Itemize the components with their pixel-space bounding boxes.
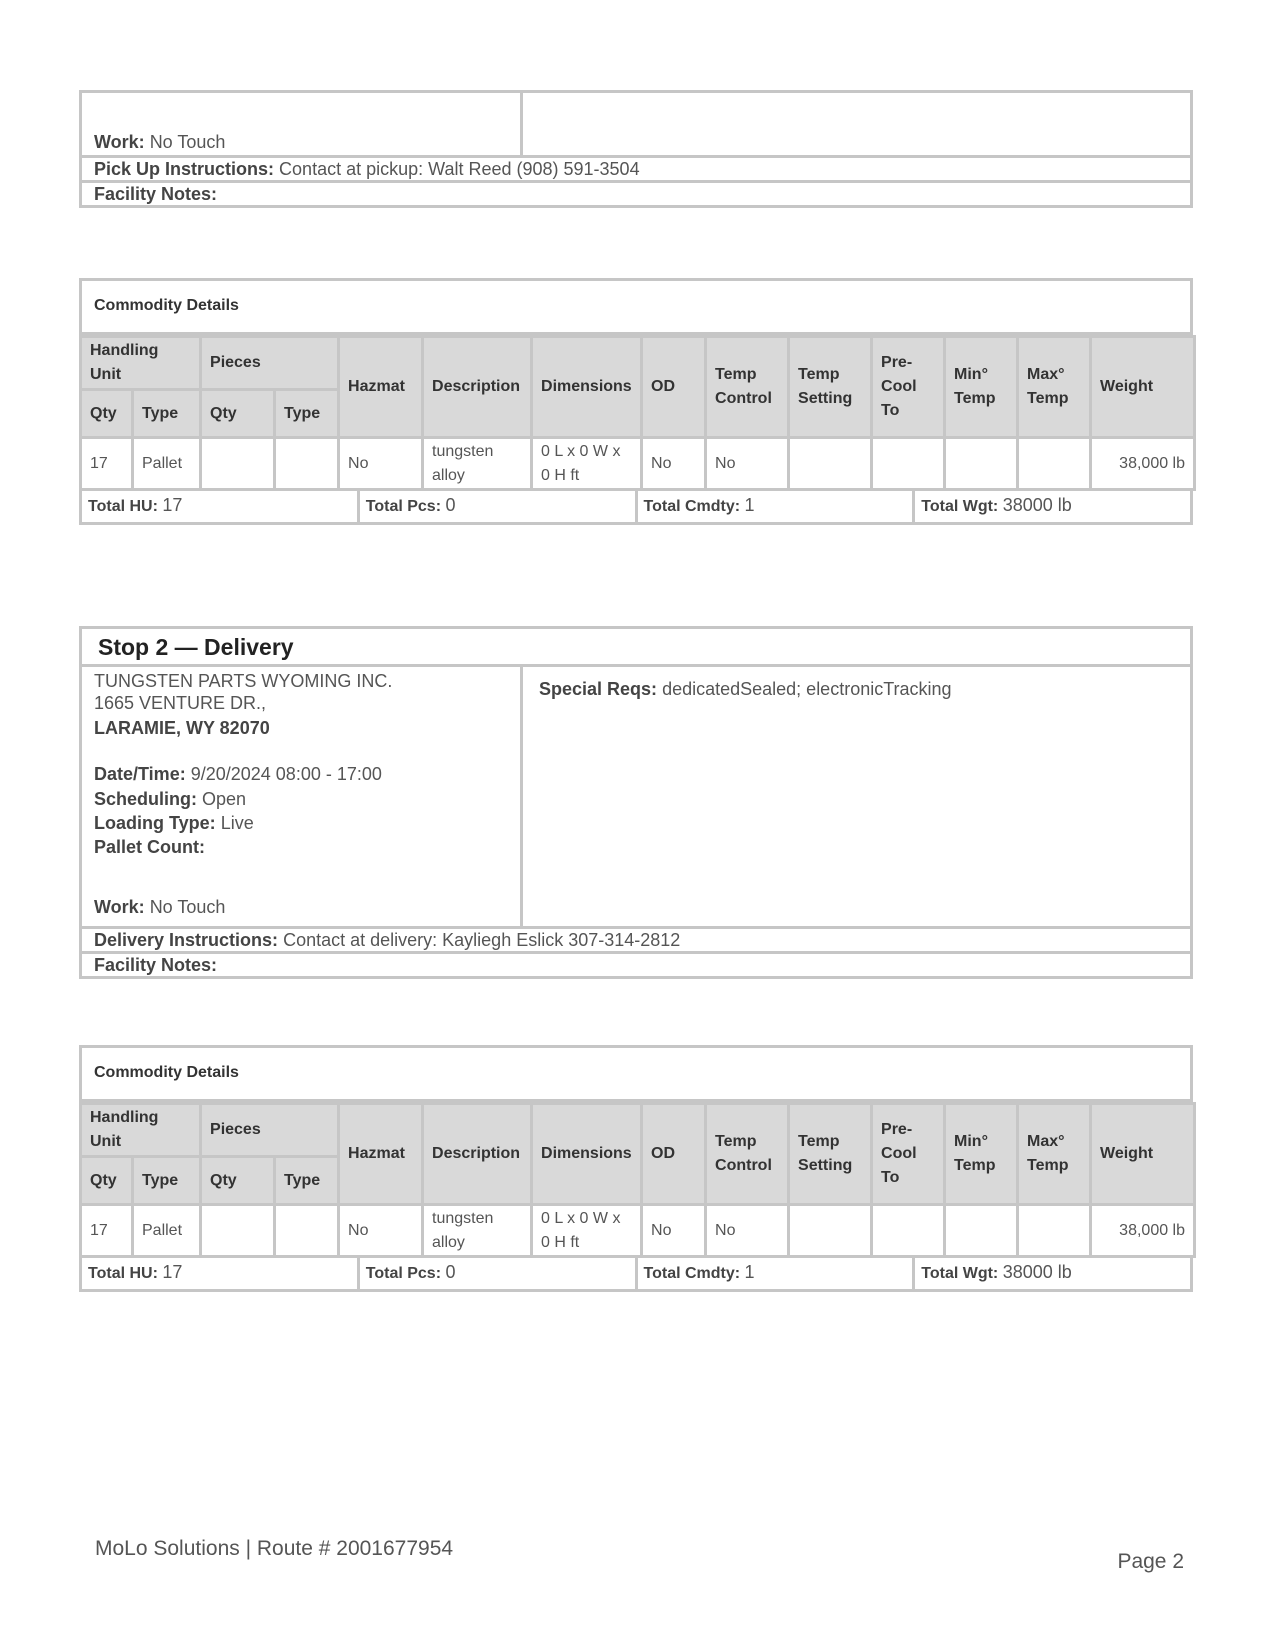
commodity-title: Commodity Details [79, 278, 1193, 335]
commodity-table [79, 335, 1196, 491]
cell-description: tungsten alloy [423, 1205, 532, 1257]
scheduling-label: Scheduling: [94, 789, 197, 809]
cell-hu-type: Pallet [133, 438, 201, 490]
cell-hu-qty: 17 [81, 1205, 133, 1257]
total-pcs [360, 1258, 638, 1289]
stop2-facility-notes [79, 954, 1193, 979]
total-cmdty-label: Total Cmdty: [643, 1265, 741, 1282]
header-weight: Weight [1091, 337, 1195, 438]
special-reqs-value: dedicatedSealed; electronicTracking [662, 679, 952, 699]
stop2-work [94, 897, 225, 918]
stop1-pickup-instructions [79, 158, 1193, 183]
header-description: Description [423, 1104, 532, 1205]
header-pieces: Pieces [201, 1104, 339, 1157]
header-max-temp: Max° Temp [1018, 337, 1091, 438]
cell-pc-qty [201, 1205, 275, 1257]
stop2-city-state-zip: LARAMIE, WY 82070 [94, 718, 270, 738]
pickup-instructions-value: Contact at pickup: Walt Reed (908) 591-3504 [279, 159, 640, 179]
cell-pre-cool [872, 1205, 945, 1257]
stop2-info-box [79, 667, 1193, 929]
commodity-table [79, 1102, 1196, 1258]
cell-description: tungsten alloy [423, 438, 532, 490]
header-hazmat: Hazmat [339, 1104, 423, 1205]
stop2-loading-type [94, 813, 254, 834]
stop1-facility-notes [79, 183, 1193, 208]
page-number: Page 2 [1117, 1550, 1184, 1573]
total-hu-value: 17 [162, 495, 183, 515]
cell-pc-type [275, 438, 339, 490]
stop2-datetime [94, 764, 382, 785]
pickup-instructions-label: Pick Up Instructions: [94, 159, 275, 179]
stop1-work-value: No Touch [149, 132, 226, 152]
cell-temp-control: No [706, 1205, 789, 1257]
facility-notes-label: Facility Notes: [94, 184, 218, 204]
header-temp-control: Temp Control [706, 1104, 789, 1205]
total-pcs-value: 0 [445, 495, 456, 515]
total-cmdty [638, 491, 916, 522]
header-hu-qty: Qty [81, 390, 133, 438]
stop2-work-label: Work: [94, 897, 145, 917]
total-pcs-value: 0 [445, 1262, 456, 1282]
header-min-temp: Min° Temp [945, 337, 1018, 438]
footer-route: MoLo Solutions | Route # 2001677954 [95, 1537, 454, 1560]
loading-type-value: Live [220, 813, 254, 833]
commodity-totals [79, 1258, 1193, 1292]
header-weight: Weight [1091, 1104, 1195, 1205]
header-pc-type: Type [275, 390, 339, 438]
cell-max-temp [1018, 438, 1091, 490]
header-hu-type: Type [133, 390, 201, 438]
stop1-info-box [79, 90, 1193, 158]
stop2-company: TUNGSTEN PARTS WYOMING INC. [94, 671, 393, 691]
total-wgt-label: Total Wgt: [921, 498, 999, 515]
stop2-left-panel [82, 667, 523, 926]
header-temp-control: Temp Control [706, 337, 789, 438]
total-cmdty-label: Total Cmdty: [643, 498, 741, 515]
datetime-label: Date/Time: [94, 764, 186, 784]
total-pcs-label: Total Pcs: [365, 498, 442, 515]
stop1-work-label: Work: [94, 132, 145, 152]
cell-temp-setting [789, 1205, 872, 1257]
total-cmdty-value: 1 [744, 495, 755, 515]
cell-weight: 38,000 lb [1091, 438, 1195, 490]
total-cmdty [638, 1258, 916, 1289]
stop2-title: Stop 2 — Delivery [79, 626, 1193, 667]
special-reqs-label: Special Reqs: [539, 679, 658, 699]
header-temp-setting: Temp Setting [789, 337, 872, 438]
delivery-instructions-label: Delivery Instructions: [94, 930, 279, 950]
commodity-title: Commodity Details [79, 1045, 1193, 1102]
cell-od: No [642, 1205, 706, 1257]
header-temp-setting: Temp Setting [789, 1104, 872, 1205]
header-description: Description [423, 337, 532, 438]
pallet-count-label: Pallet Count: [94, 837, 205, 857]
cell-max-temp [1018, 1205, 1091, 1257]
header-pc-qty: Qty [201, 390, 275, 438]
header-pre-cool-to: Pre-Cool To [872, 337, 945, 438]
stop2-work-value: No Touch [149, 897, 226, 917]
header-handling-unit: Handling Unit [81, 337, 201, 390]
loading-type-label: Loading Type: [94, 813, 216, 833]
total-pcs [360, 491, 638, 522]
total-wgt-value: 38000 lb [1002, 495, 1072, 515]
header-pieces: Pieces [201, 337, 339, 390]
header-hu-qty: Qty [81, 1157, 133, 1205]
stop2-scheduling [94, 789, 246, 810]
total-hu-label: Total HU: [88, 498, 158, 515]
stop2-pallet-count [94, 837, 205, 858]
total-hu-value: 17 [162, 1262, 183, 1282]
cell-hazmat: No [339, 1205, 423, 1257]
stop1-right-panel [523, 93, 1190, 155]
commodity-details-1 [79, 278, 1193, 525]
header-pc-qty: Qty [201, 1157, 275, 1205]
cell-hazmat: No [339, 438, 423, 490]
cell-dimensions: 0 L x 0 W x 0 H ft [532, 438, 642, 490]
header-max-temp: Max° Temp [1018, 1104, 1091, 1205]
cell-hu-type: Pallet [133, 1205, 201, 1257]
total-wgt-value: 38000 lb [1002, 1262, 1072, 1282]
scheduling-value: Open [202, 789, 247, 809]
header-hu-type: Type [133, 1157, 201, 1205]
datetime-value: 9/20/2024 08:00 - 17:00 [190, 764, 382, 784]
cell-pc-qty [201, 438, 275, 490]
total-wgt-label: Total Wgt: [921, 1265, 999, 1282]
total-hu-label: Total HU: [88, 1265, 158, 1282]
header-pre-cool-to: Pre-Cool To [872, 1104, 945, 1205]
header-handling-unit: Handling Unit [81, 1104, 201, 1157]
cell-pc-type [275, 1205, 339, 1257]
cell-od: No [642, 438, 706, 490]
table-row [81, 438, 1195, 490]
total-hu [82, 1258, 360, 1289]
stop1-continuation [79, 90, 1193, 208]
stop1-work [94, 132, 225, 153]
stop2-facility-notes-label: Facility Notes: [94, 955, 218, 975]
stop2-delivery-instructions [79, 929, 1193, 954]
cell-min-temp [945, 1205, 1018, 1257]
cell-temp-control: No [706, 438, 789, 490]
cell-temp-setting [789, 438, 872, 490]
total-pcs-label: Total Pcs: [365, 1265, 442, 1282]
header-od: OD [642, 1104, 706, 1205]
cell-pre-cool [872, 438, 945, 490]
header-dimensions: Dimensions [532, 337, 642, 438]
header-dimensions: Dimensions [532, 1104, 642, 1205]
table-row [81, 1205, 1195, 1257]
commodity-details-2 [79, 1045, 1193, 1292]
commodity-totals [79, 491, 1193, 525]
cell-weight: 38,000 lb [1091, 1205, 1195, 1257]
header-od: OD [642, 337, 706, 438]
cell-min-temp [945, 438, 1018, 490]
cell-hu-qty: 17 [81, 438, 133, 490]
total-cmdty-value: 1 [744, 1262, 755, 1282]
header-min-temp: Min° Temp [945, 1104, 1018, 1205]
header-pc-type: Type [275, 1157, 339, 1205]
stop2-right-panel [523, 667, 1190, 926]
stop2-address: 1665 VENTURE DR., [94, 693, 267, 713]
header-hazmat: Hazmat [339, 337, 423, 438]
stop1-left-panel [82, 93, 523, 155]
delivery-instructions-value: Contact at delivery: Kayliegh Eslick 307-314-2812 [283, 930, 681, 950]
total-hu [82, 491, 360, 522]
total-wgt [915, 491, 1190, 522]
stop2-delivery [79, 626, 1193, 979]
cell-dimensions: 0 L x 0 W x 0 H ft [532, 1205, 642, 1257]
total-wgt [915, 1258, 1190, 1289]
